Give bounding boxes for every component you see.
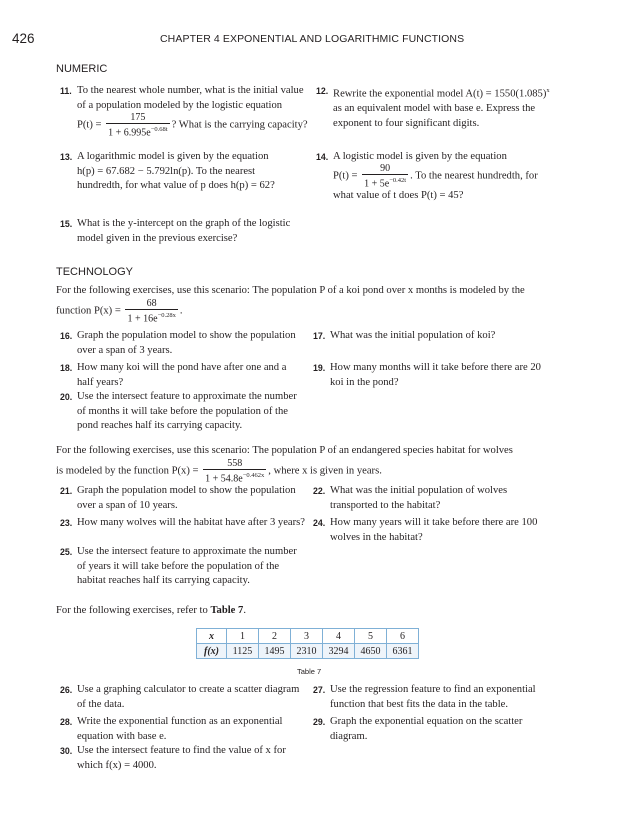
exercise-number: 16. <box>60 331 73 341</box>
row-header: x <box>197 629 227 644</box>
table-intro: For the following exercises, refer to Table 7. <box>56 605 246 616</box>
exercise-text: Write the exponential function as an exponential <box>77 716 283 727</box>
exercise-number: 17. <box>313 331 326 341</box>
exercise-number: 15. <box>60 219 73 229</box>
table-row-fx <box>197 644 419 659</box>
exercise-number: 24. <box>313 518 326 528</box>
exercise-text: Graph the population model to show the population <box>77 485 296 496</box>
exercise-28 <box>60 715 315 745</box>
exercise-26 <box>60 683 315 713</box>
chapter-label: CHAPTER 4 <box>160 33 220 45</box>
numerator: 175 <box>106 112 169 124</box>
fraction <box>106 112 169 138</box>
numerator: 558 <box>203 458 266 470</box>
data-table <box>196 628 419 659</box>
fraction <box>125 298 177 324</box>
exercise-14 <box>316 150 576 201</box>
exercise-text: over a span of 10 years. <box>77 499 178 511</box>
exercise-number: 28. <box>60 717 73 727</box>
exercise-number: 26. <box>60 685 73 695</box>
chapter-title: EXPONENTIAL AND LOGARITHMIC FUNCTIONS <box>222 33 465 45</box>
exercise-20 <box>60 390 320 434</box>
exercise-text: koi in the pond? <box>330 376 399 388</box>
table-cell: 2310 <box>291 644 323 659</box>
exercise-23 <box>60 516 315 532</box>
exercise-text: over a span of 3 years. <box>77 344 173 356</box>
exercise-text: A logistic model is given by the equation <box>333 151 507 162</box>
row-header: f(x) <box>197 644 227 659</box>
exercise-18 <box>60 361 310 391</box>
denominator: $1 + 5e^{-0.42t}$ <box>364 176 407 189</box>
table-cell: 4650 <box>355 644 387 659</box>
table-cell: 1495 <box>259 644 291 659</box>
section-numeric: NUMERIC <box>56 63 108 75</box>
exercise-text: What is the y-intercept on the graph of the logistic <box>77 218 291 229</box>
table-row-x <box>197 629 419 644</box>
table-cell: 3 <box>291 629 323 644</box>
exercise-number: 23. <box>60 518 73 528</box>
page-number: 426 <box>12 31 35 46</box>
exercise-number: 22. <box>313 486 326 496</box>
numerator: 68 <box>125 298 177 310</box>
exercise-text: Use the intersect feature to approximate the number <box>77 391 297 402</box>
exercise-22 <box>313 484 573 514</box>
paragraph-text: For the following exercises, use this scenario: The population P of an endangered species habitat for wolves <box>56 445 513 456</box>
paragraph-text: For the following exercises, refer to <box>56 605 211 616</box>
exercise-text: of months it will take before the population of the <box>77 405 288 417</box>
exercise-text: of the data. <box>77 698 125 710</box>
exercise-text: pond reaches half its carrying capacity. <box>77 420 243 431</box>
exercise-text: exponent to four significant digits. <box>333 117 480 129</box>
exercise-number: 20. <box>60 392 73 402</box>
exercise-13 <box>60 150 310 194</box>
exercise-text: diagram. <box>330 730 368 742</box>
chapter-header <box>160 33 464 45</box>
numerator: 90 <box>362 163 408 175</box>
exercise-text: Graph the exponential equation on the scatter <box>330 716 523 727</box>
exercise-text: To the nearest whole number, what is the initial value <box>77 85 304 96</box>
exercise-21 <box>60 484 310 514</box>
exercise-30 <box>60 744 315 774</box>
table-cell: 2 <box>259 629 291 644</box>
exercise-number: 21. <box>60 486 73 496</box>
exercise-text: transported to the habitat? <box>330 499 441 511</box>
exercise-text: What was the initial population of koi? <box>330 330 496 341</box>
exercise-text: habitat reaches half its carrying capacity. <box>77 575 250 586</box>
exercise-number: 11. <box>60 86 72 96</box>
exercise-text: function that best fits the data in the table. <box>330 698 508 710</box>
exercise-number: 29. <box>313 717 326 727</box>
exercise-11 <box>60 84 310 139</box>
exercise-text: ? What is the carrying capacity? <box>171 119 308 131</box>
exercise-text: of a population modeled by the logistic equation <box>77 99 283 111</box>
exercise-text: Use the intersect feature to approximate the number <box>77 546 297 557</box>
scenario-koi: For the following exercises, use this scenario: The population P of a koi pond over x months is modeled by the function P(x) = $\frac{68}{1 + 16e^{-0.28x}}$ . <box>56 284 596 324</box>
exercise-text: Graph the population model to show the population <box>77 330 296 341</box>
paragraph-text: For the following exercises, use this scenario: The population P of a koi pond over x months is modeled by the <box>56 285 525 296</box>
exercise-number: 27. <box>313 685 326 695</box>
table-cell: 3294 <box>323 644 355 659</box>
fraction <box>203 458 266 484</box>
exercise-number: 19. <box>313 363 326 373</box>
exercise-27 <box>313 683 573 713</box>
exercise-number: 14. <box>316 152 329 162</box>
exercise-text: . To the nearest hundredth, for <box>410 170 538 182</box>
denominator: $1 + 54.8e^{-0.462x}$ <box>205 471 265 484</box>
exercise-17 <box>313 329 573 345</box>
table-caption: Table 7 <box>297 667 322 676</box>
exercise-25 <box>60 545 320 589</box>
exercise-12 <box>316 84 576 128</box>
table-cell: 4 <box>323 629 355 644</box>
exercise-text: How many months will it take before there are 20 <box>330 362 541 373</box>
exercise-text: Use a graphing calculator to create a scatter diagram <box>77 684 300 695</box>
exercise-number: 18. <box>60 363 73 373</box>
exercise-text: How many wolves will the habitat have after 3 years? <box>77 517 305 528</box>
scenario-wolves: For the following exercises, use this scenario: The population P of an endangered species habitat for wolves is modeled by the function P(x) = $\frac{558}{1 + 54.8e^{-0.462x}}$ , where x is given in years. <box>56 444 596 484</box>
exercise-24 <box>313 516 573 546</box>
exercise-text: which f(x) = 4000. <box>77 759 157 771</box>
exercise-number: 30. <box>60 746 73 756</box>
exercise-text: What was the initial population of wolves <box>330 485 508 496</box>
denominator: $1 + 16e^{-0.28x}$ <box>127 311 176 324</box>
exponent: x <box>546 87 550 94</box>
exercise-text: of years it will take before the population of the <box>77 560 280 572</box>
exercise-19 <box>313 361 573 391</box>
exercise-number: 25. <box>60 547 73 557</box>
fraction <box>362 163 408 189</box>
exercise-text: hundredth, for what value of p does h(p) = 62? <box>77 180 275 191</box>
equation-lhs: function P(x) = <box>56 305 121 317</box>
exercise-text: equation with base e. <box>77 730 167 742</box>
exercise-text: Use the regression feature to find an exponential <box>330 684 536 695</box>
table-cell: 6361 <box>387 644 419 659</box>
table-cell: 6 <box>387 629 419 644</box>
exercise-text: what value of t does P(t) = 45? <box>333 189 464 201</box>
denominator: $1 + 6.995e^{-0.68t}$ <box>108 126 168 139</box>
table-reference: Table 7 <box>210 605 244 616</box>
exercise-text: How many years will it take before there are 100 <box>330 517 538 528</box>
equation-lhs: is modeled by the function P(x) = <box>56 465 199 477</box>
exercise-text: A logarithmic model is given by the equation <box>77 151 269 162</box>
exercise-text: Use the intersect feature to find the value of x for <box>77 745 286 756</box>
table-cell: 1125 <box>227 644 259 659</box>
equation-lhs: P(t) = <box>333 170 358 182</box>
exercise-text: as an equivalent model with base e. Express the <box>333 103 536 115</box>
exercise-text: Rewrite the exponential model A(t) = 1550(1.085) <box>333 88 547 100</box>
exercise-15 <box>60 217 310 247</box>
exercise-number: 13. <box>60 152 73 162</box>
exercise-text: model given in the previous exercise? <box>77 232 238 244</box>
exercise-text: h(p) = 67.682 − 5.792ln(p). To the nearest <box>77 165 256 177</box>
exercise-text: wolves in the habitat? <box>330 531 423 543</box>
exercise-text: half years? <box>77 376 124 388</box>
exercise-number: 12. <box>316 86 329 96</box>
section-technology: TECHNOLOGY <box>56 266 134 278</box>
table-cell: 1 <box>227 629 259 644</box>
exercise-text: How many koi will the pond have after one and a <box>77 362 287 373</box>
table-cell: 5 <box>355 629 387 644</box>
exercise-16 <box>60 329 310 359</box>
equation-lhs: P(t) = <box>77 119 102 131</box>
exercise-29 <box>313 715 573 745</box>
